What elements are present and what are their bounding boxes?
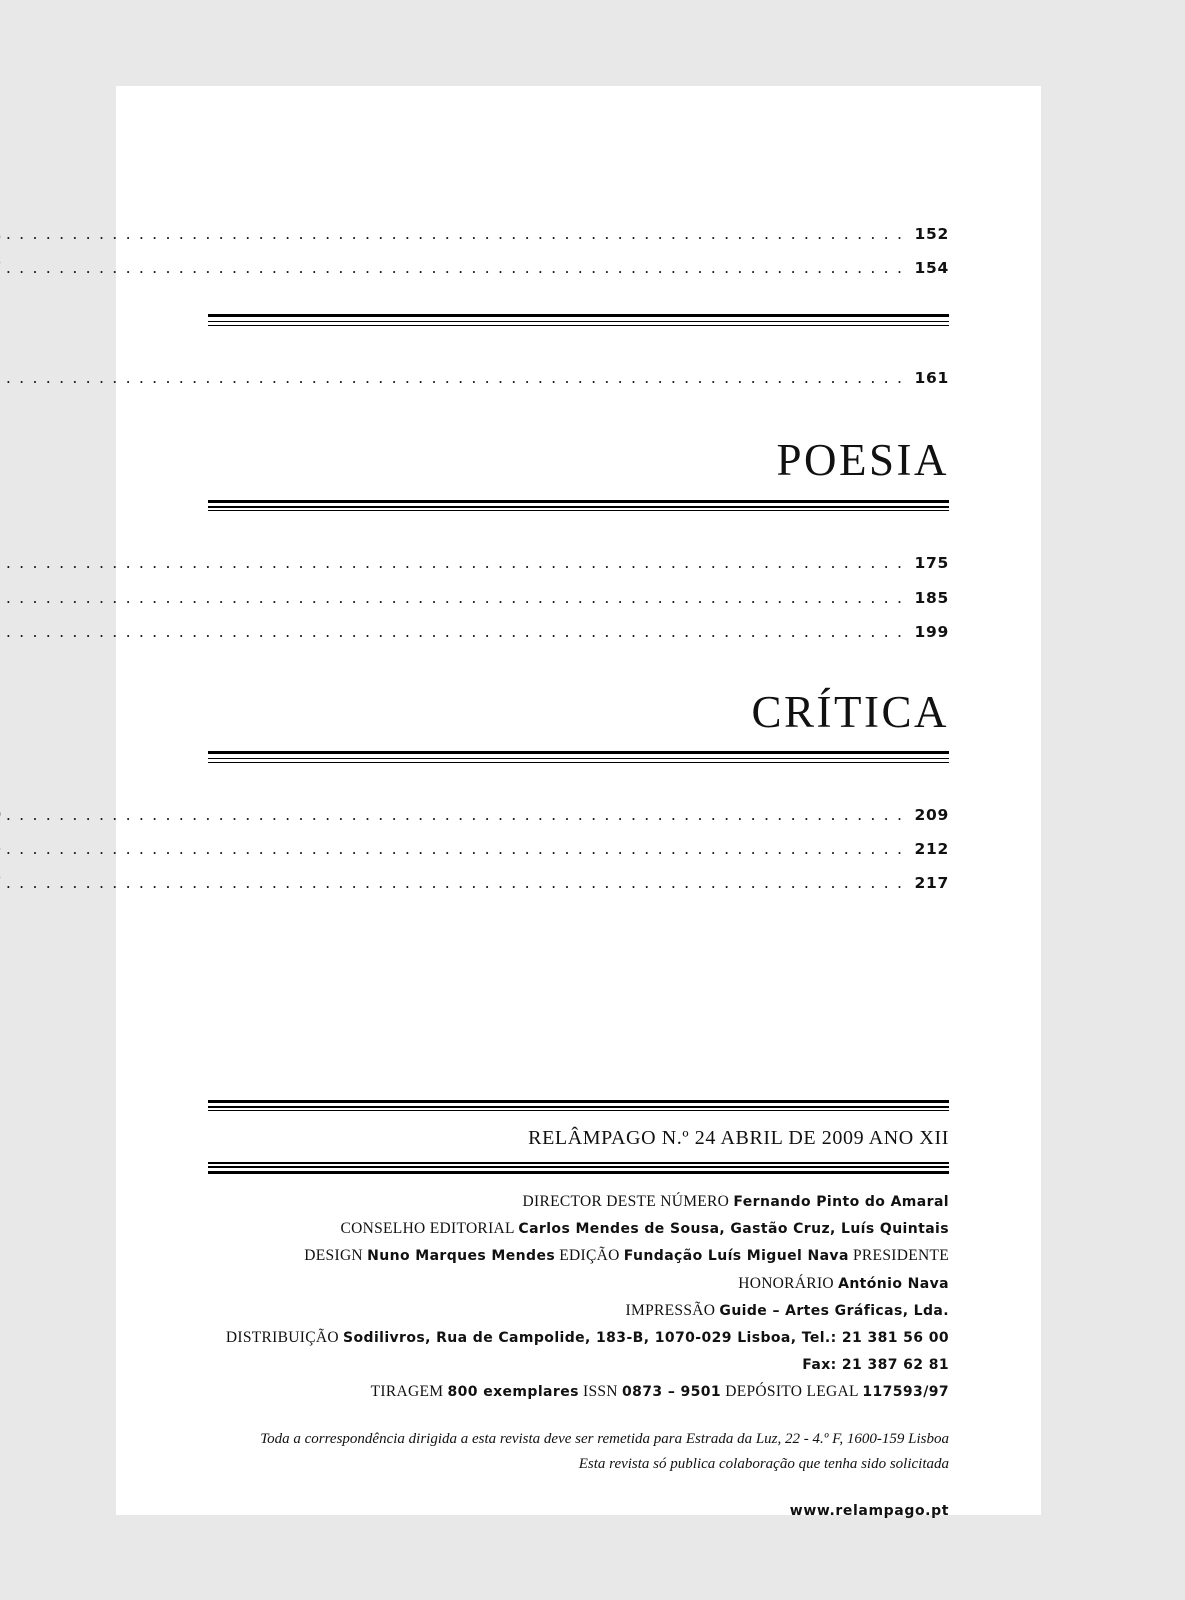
toc-leader: . . . . . . . . . . . . . . . . . . . . . . . . . . . . . . . . . . . . . . . . . . . . . . . . . . . . . . . . . . . . . . . . . . . .	[6, 873, 904, 893]
credit-line	[208, 1297, 949, 1324]
credit-line	[208, 1378, 949, 1405]
note-line-2: Esta revista só publica colaboração que tenha sido solicitada	[578, 1455, 949, 1472]
credit-line	[208, 1188, 949, 1215]
toc-entry	[6, 360, 949, 394]
credit-label: DIRECTOR DESTE NÚMERO	[522, 1193, 734, 1211]
credit-label: IMPRESSÃO	[625, 1301, 720, 1319]
section-heading-poesia: POESIA	[776, 435, 949, 486]
credit-label: TIRAGEM	[370, 1383, 448, 1401]
page-content	[6, 216, 949, 1519]
toc-entry-page: 209	[914, 806, 949, 825]
toc-entry	[6, 865, 949, 899]
credit-value: Guide – Artes Gráficas, Lda.	[719, 1302, 949, 1319]
credit-label: PRESIDENTE HONORÁRIO	[738, 1247, 949, 1292]
rule-thin	[208, 762, 949, 763]
toc-entry-page: 217	[914, 874, 949, 893]
toc-entry	[6, 797, 949, 831]
credit-line	[208, 1242, 949, 1296]
toc-entry	[6, 545, 949, 579]
credit-value: 0873 – 9501	[621, 1384, 722, 1401]
credit-value: 800 exemplares	[447, 1384, 579, 1401]
credit-line	[208, 1215, 949, 1242]
toc-entry-page: 199	[914, 622, 949, 641]
toc-leader: . . . . . . . . . . . . . . . . . . . . . . . . . . . . . . . . . . . . . . . . . . . . . . . . . . . . . . . . . . . . . . . . . . . .	[6, 368, 904, 388]
note-line-1: Toda a correspondência dirigida a esta revista deve ser remetida para Estrada da Luz, 22 - 4.º F, 1600-159 Lisboa	[260, 1431, 949, 1448]
rule-thin	[208, 1110, 949, 1111]
toc-entry	[6, 216, 949, 250]
rule-thin	[208, 510, 949, 511]
issue-line: RELÂMPAGO N.º 24 ABRIL DE 2009 ANO XII	[528, 1127, 949, 1150]
credit-label: DESIGN	[304, 1247, 368, 1265]
credit-value: Fundação Luís Miguel Nava	[623, 1248, 849, 1265]
divider-rule-b	[208, 500, 949, 512]
section-heading-critica: CRÍTICA	[751, 686, 949, 737]
toc-entry-page: 212	[914, 840, 949, 859]
credit-value: António Nava	[838, 1275, 949, 1292]
toc-block-critica	[6, 797, 949, 899]
divider-rule-colophon-bottom	[208, 1162, 949, 1174]
divider-rule-colophon-top	[208, 1100, 949, 1112]
credit-value: 117593/97	[862, 1384, 949, 1401]
credit-label: EDIÇÃO	[555, 1247, 624, 1265]
credit-label: DISTRIBUIÇÃO	[225, 1328, 344, 1346]
toc-entry-page: 152	[914, 225, 949, 243]
divider-rule-c	[208, 751, 949, 763]
document-page	[6, 86, 1041, 1519]
toc-entry-page: 185	[914, 588, 949, 607]
credit-label: CONSELHO EDITORIAL	[340, 1220, 519, 1238]
credit-value: Fernando Pinto do Amaral	[733, 1194, 949, 1211]
rule-thick	[208, 1171, 949, 1174]
toc-entry	[6, 831, 949, 865]
toc-leader: . . . . . . . . . . . . . . . . . . . . . . . . . . . . . . . . . . . . . . . . . . . . . . . . . . . . . . . . . . . . . . . . . . . .	[6, 224, 904, 243]
toc-leader: . . . . . . . . . . . . . . . . . . . . . . . . . . . . . . . . . . . . . . . . . . . . . . . . . . . . . . . . . . . . . . . . . . . .	[6, 839, 904, 859]
toc-leader: . . . . . . . . . . . . . . . . . . . . . . . . . . . . . . . . . . . . . . . . . . . . . . . . . . . . . . . . . . . . . . . . . . . .	[6, 587, 904, 607]
rule-thin	[208, 325, 949, 326]
toc-leader: . . . . . . . . . . . . . . . . . . . . . . . . . . . . . . . . . . . . . . . . . . . . . . . . . . . . . . . . . . . . . . . . . . . .	[6, 805, 904, 825]
credit-line	[208, 1324, 949, 1378]
toc-block-poesia	[6, 545, 949, 647]
toc-entry-page: 175	[914, 554, 949, 573]
toc-leader: . . . . . . . . . . . . . . . . . . . . . . . . . . . . . . . . . . . . . . . . . . . . . . . . . . . . . . . . . . . . . . . . . . . .	[6, 553, 904, 573]
toc-block-biobibliografia	[6, 360, 949, 394]
credit-value: Sodilivros, Rua de Campolide, 183-B, 1070-029 Lisboa, Tel.: 21 381 56 00 Fax: 21 387 62 81	[343, 1329, 949, 1373]
toc-entry-page: 154	[914, 259, 949, 278]
credit-label: ISSN	[578, 1383, 622, 1401]
website-link[interactable]: www.relampago.pt	[789, 1502, 949, 1519]
correspondence-note	[208, 1427, 949, 1477]
toc-entry	[6, 614, 949, 648]
toc-leader: . . . . . . . . . . . . . . . . . . . . . . . . . . . . . . . . . . . . . . . . . . . . . . . . . . . . . . . . . . . . . . . . . . . .	[6, 258, 904, 278]
toc-entry	[6, 250, 949, 284]
toc-leader: . . . . . . . . . . . . . . . . . . . . . . . . . . . . . . . . . . . . . . . . . . . . . . . . . . . . . . . . . . . . . . . . . . . .	[6, 621, 904, 641]
toc-block-entrevistas	[6, 216, 949, 284]
colophon-credits	[208, 1188, 949, 1405]
credit-label: DEPÓSITO LEGAL	[721, 1383, 863, 1401]
credit-value: Nuno Marques Mendes	[367, 1248, 556, 1265]
toc-entry	[6, 580, 949, 614]
toc-entry-page: 161	[914, 369, 949, 388]
credit-value: Carlos Mendes de Sousa, Gastão Cruz, Luís Quintais	[518, 1221, 949, 1238]
divider-rule-a	[208, 314, 949, 326]
